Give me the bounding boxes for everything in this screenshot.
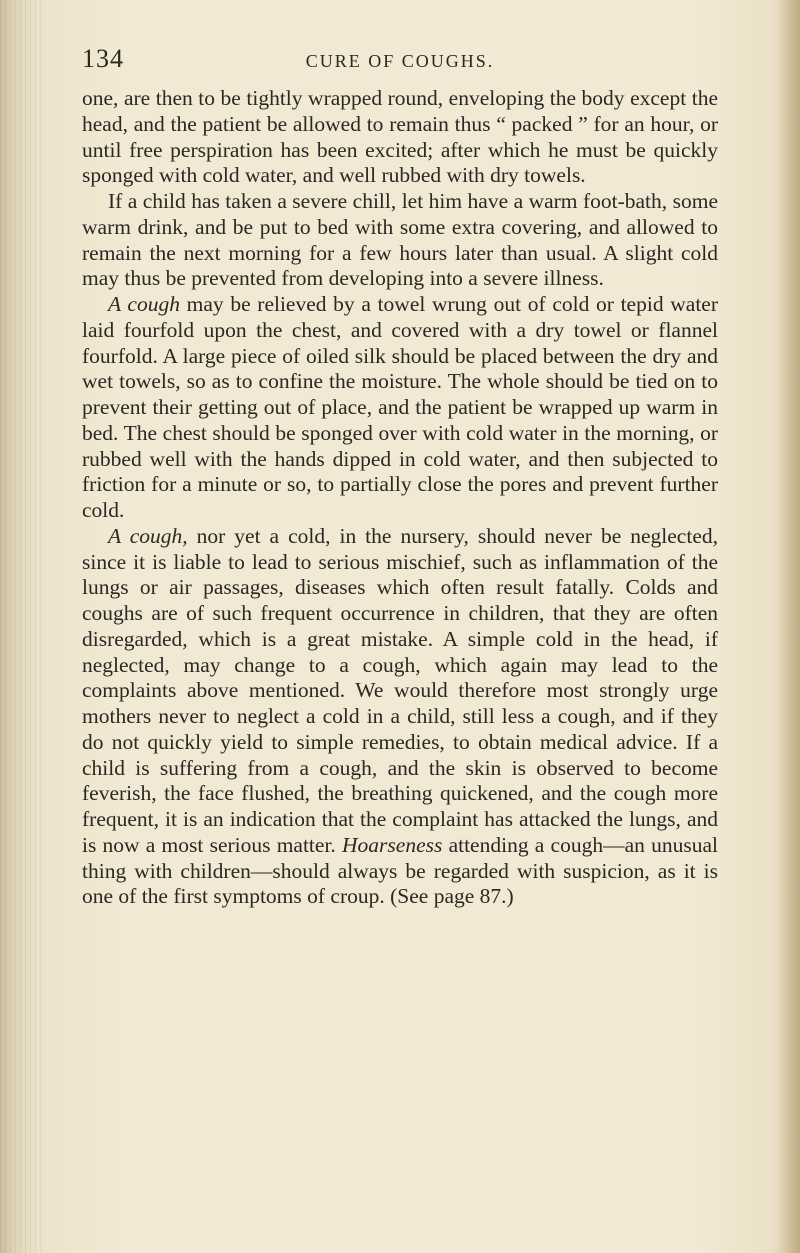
paragraph-4-tail: attending a cough—an unusual thing with children—should always be regarded with suspicion, as it is one of the first symptoms of croup. (See page 87.) bbox=[82, 832, 718, 909]
paragraph-3-text: may be relieved by a towel wrung out of cold or tepid water laid fourfold upon the chest, and covered with a dry towel or flannel fourfold. A large piece of oiled silk should be placed between the dry and wet towels, so as to confine the moisture. The whole should be tied on to prevent their getting out of place, and the patient be wrapped up warm in bed. The chest should be sponged over with cold water in the morning, or rubbed well with the hands dipped in cold water, and then subjected to friction for a minute or so, to partially close the pores and prevent further cold. bbox=[82, 292, 718, 522]
page-edge-shadow bbox=[778, 0, 800, 1253]
paragraph-4-emphasis: Hoarseness bbox=[342, 832, 443, 857]
paragraph-2-text: If a child has taken a severe chill, let him have a warm foot-bath, some warm drink, and be put to bed with some extra covering, and allowed to remain the next morning for a few hours later than usual. A slight cold may thus be prevented from developing into a severe illness. bbox=[82, 189, 718, 291]
paragraph-4 bbox=[82, 524, 718, 910]
page-header bbox=[82, 44, 718, 74]
paragraph-3 bbox=[82, 292, 718, 524]
paragraph-3-lead: A cough bbox=[108, 292, 180, 316]
binding-gutter bbox=[0, 0, 44, 1253]
paragraph-2 bbox=[82, 189, 718, 292]
running-title: CURE OF COUGHS. bbox=[305, 51, 495, 71]
paragraph-1-text: one, are then to be tightly wrapped round, enveloping the body except the head, and the patient be allowed to remain thus “ packed ” for an hour, or until free perspiration has been excited; after which he must be quickly sponged with cold water, and well rubbed with dry towels. bbox=[82, 86, 718, 188]
paragraph-4-text: nor yet a cold, in the nursery, should never be neglected, since it is liable to lead to serious mischief, such as inflammation of the lungs or air passages, diseases which often result fatally. Colds and coughs are of such frequent occurrence in children, that they are often disregarded, which is a great mistake. A simple cold in the head, if neglected, may change to a cough, which again may lead to the complaints above mentioned. We would therefore most strongly urge mothers never to neglect a cold in a child, still less a cough, and if they do not quickly yield to simple remedies, to obtain medical advice. If a child is suffering from a cough, and the skin is observed to become feverish, the face flushed, the breathing quickened, and the cough more frequent, it is an indication that the complaint has attacked the lungs, and is now a most serious matter. bbox=[82, 523, 718, 857]
paragraph-1 bbox=[82, 86, 718, 189]
body-text bbox=[82, 86, 718, 910]
page-number: 134 bbox=[82, 44, 124, 73]
paragraph-4-lead: A cough, bbox=[108, 523, 188, 548]
